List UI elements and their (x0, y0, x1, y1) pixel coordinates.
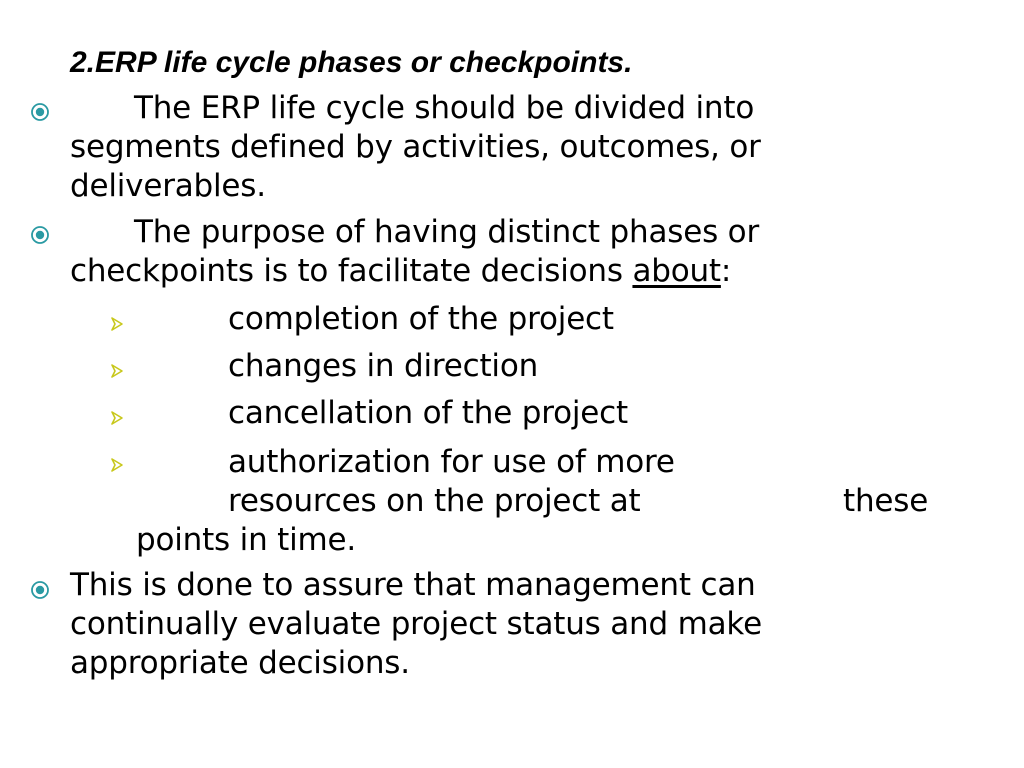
bullet-3-line-2: continually evaluate project status and make (70, 606, 762, 642)
sub-bullet-4-line-2-end: these (843, 483, 929, 519)
bullet-2-line-2-text: checkpoints is to facilitate decisions (70, 253, 633, 289)
sub-bullet-4-line-2: resources on the project at (228, 483, 641, 519)
bullet-1-line-2: segments defined by activities, outcomes, or (70, 129, 761, 165)
underlined-word: about (632, 253, 721, 289)
bullet-1-line-1: The ERP life cycle should be divided into (134, 90, 755, 126)
arrow-bullet-icon (108, 409, 126, 427)
arrow-bullet-icon (108, 456, 126, 474)
circle-bullet-icon (29, 101, 51, 123)
circle-bullet-icon (29, 579, 51, 601)
arrow-bullet-icon (108, 315, 126, 333)
sub-bullet-1: completion of the project (228, 301, 614, 337)
slide-title: 2.ERP life cycle phases or checkpoints. (70, 46, 633, 79)
sub-bullet-3: cancellation of the project (228, 395, 628, 431)
sub-bullet-4-line-3: points in time. (136, 522, 357, 558)
bullet-2-trailing: : (720, 253, 732, 289)
sub-bullet-2: changes in direction (228, 348, 539, 384)
bullet-1-line-3: deliverables. (70, 168, 266, 204)
bullet-3-line-1: This is done to assure that management can (70, 567, 756, 603)
circle-bullet-icon (29, 224, 51, 246)
sub-bullet-4-line-1: authorization for use of more (228, 444, 675, 480)
arrow-bullet-icon (108, 362, 126, 380)
bullet-2-line-1: The purpose of having distinct phases or (134, 214, 759, 250)
bullet-2-line-2 (70, 252, 731, 291)
bullet-3-line-3: appropriate decisions. (70, 645, 410, 681)
